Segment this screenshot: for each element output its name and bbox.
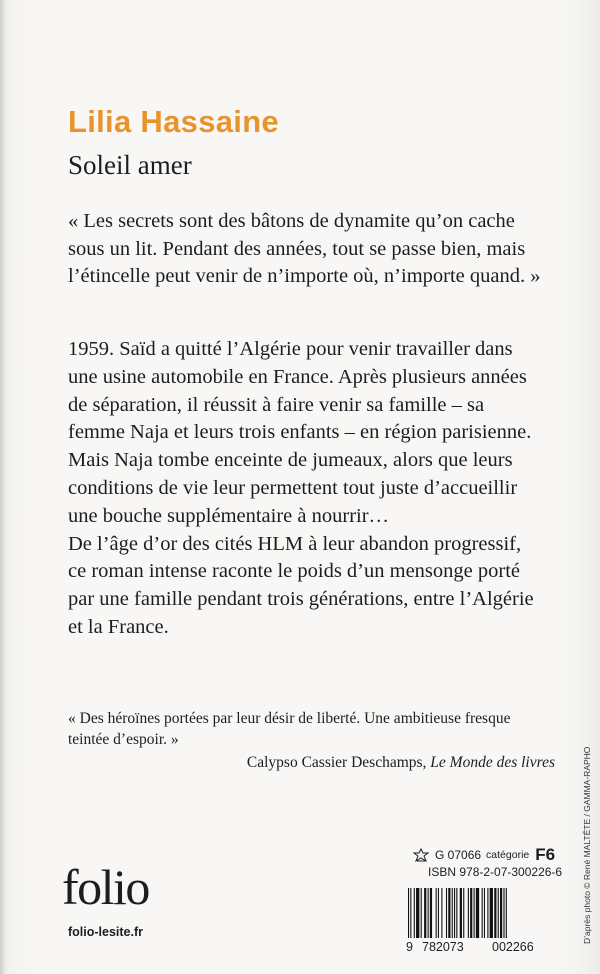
barcode-bar xyxy=(487,888,488,938)
barcode-bar xyxy=(476,888,479,938)
barcode-group-1: 782073 xyxy=(422,940,464,954)
publisher-website: folio-lesite.fr xyxy=(68,925,144,939)
book-title: Soleil amer xyxy=(68,150,192,180)
press-review-line: « Des héroïnes portées par leur désir de liberté. Une ambitieuse fresque xyxy=(68,710,511,727)
category-label: catégorie xyxy=(486,849,530,861)
barcode-bar xyxy=(503,888,504,938)
barcode-bar xyxy=(446,888,447,938)
catalog-code: G 07066 xyxy=(435,848,482,862)
barcode-bar xyxy=(448,888,450,938)
barcode-bar xyxy=(408,888,409,938)
category-value: F6 xyxy=(535,845,556,864)
synopsis-line: femme Naja et leurs trois enfants – en région parisienne. xyxy=(68,421,532,444)
synopsis-line: 1959. Saïd a quitté l’Algérie pour venir travailler dans xyxy=(68,338,513,360)
barcode-bar xyxy=(482,888,483,938)
barcode-bar xyxy=(468,888,469,938)
synopsis-line: une usine automobile en France. Après plusieurs années xyxy=(68,365,527,388)
barcode-bar xyxy=(470,888,472,938)
barcode-bar xyxy=(506,888,507,938)
synopsis-line: par une famille pendant trois générations, entre l’Algérie xyxy=(68,588,534,611)
barcode-first-digit: 9 xyxy=(406,940,413,954)
folio-logo: folio xyxy=(62,859,149,915)
pull-quote-line: « Les secrets sont des bâtons de dynamite qu’on cache xyxy=(68,210,515,232)
isbn: ISBN 978-2-07-300226-6 xyxy=(428,865,563,879)
spine-shadow xyxy=(0,0,6,974)
barcode-bar xyxy=(414,888,415,938)
barcode-bar xyxy=(463,888,464,938)
pull-quote xyxy=(68,208,578,291)
barcode-bar xyxy=(436,888,437,938)
synopsis-line: conditions de vie leur permettent tout juste d’accueillir xyxy=(68,476,518,499)
barcode-bar xyxy=(500,888,502,938)
pull-quote-line: sous un lit. Pendant des années, tout se passe bien, mais xyxy=(68,237,526,260)
synopsis-line: ce roman intense raconte le poids d’un mensonge porté xyxy=(68,560,520,583)
barcode-bar xyxy=(441,888,442,938)
barcode-bar xyxy=(421,888,422,938)
barcode-bar xyxy=(454,888,455,938)
barcode-group-2: 002266 xyxy=(492,940,534,954)
barcode-bar xyxy=(474,888,475,938)
pull-quote-line: l’étincelle peut venir de n’importe où, n’importe quand. » xyxy=(68,265,541,287)
synopsis-line: Mais Naja tombe enceinte de jumeaux, alors que leurs xyxy=(68,449,513,472)
synopsis-line: de séparation, il réussit à faire venir sa famille – sa xyxy=(68,393,485,416)
review-publication: Le Monde des livres xyxy=(430,754,555,771)
barcode xyxy=(406,888,558,938)
barcode-bar xyxy=(494,888,496,938)
barcode-bar xyxy=(428,888,429,938)
barcode-bar xyxy=(484,888,485,938)
author-name: Lilia Hassaine xyxy=(68,104,279,139)
synopsis-line: une bouche supplémentaire à nourrir… xyxy=(68,504,390,527)
review-credit xyxy=(247,754,555,772)
barcode-bar xyxy=(456,888,457,938)
barcode-bar xyxy=(452,888,453,938)
synopsis-line: De l’âge d’or des cités HLM à leur abandon progressif, xyxy=(68,532,522,555)
barcode-bar xyxy=(424,888,426,938)
barcode-bar xyxy=(430,888,432,938)
review-critic: Calypso Cassier Deschamps, xyxy=(246,754,427,771)
barcode-digits xyxy=(406,940,558,954)
barcode-bar xyxy=(490,888,493,938)
barcode-bar xyxy=(416,888,419,938)
synopsis-line: et la France. xyxy=(68,615,169,638)
barcode-bar xyxy=(498,888,499,938)
barcode-bar xyxy=(460,888,462,938)
synopsis xyxy=(68,336,578,642)
gallimard-star-icon xyxy=(413,848,429,862)
catalog-code-line xyxy=(413,845,555,865)
barcode-bar xyxy=(438,888,439,938)
photo-credit: D’après photo © René MALTÊTE / GAMMA-RAPHO xyxy=(582,746,592,944)
barcode-bar xyxy=(410,888,411,938)
press-review xyxy=(68,708,568,750)
press-review-line: teintée d’espoir. » xyxy=(68,731,179,748)
